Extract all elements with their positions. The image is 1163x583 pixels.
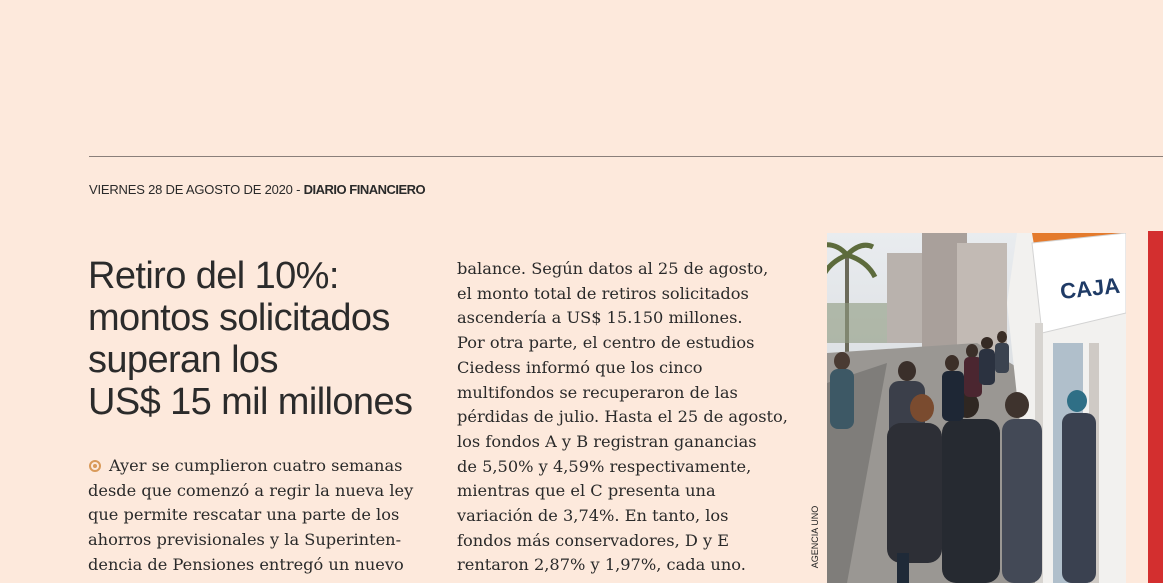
body-line: Por otra parte, el centro de estudios	[457, 333, 755, 353]
body-line: ahorros previsionales y la Superinten-	[88, 530, 402, 550]
body-line: ascendería a US$ 15.150 millones.	[457, 308, 743, 328]
photo-credit-text: AGENCIA UNO	[810, 505, 820, 569]
body-line: multifondos se recuperaron de las	[457, 382, 738, 402]
body-line: el monto total de retiros solicitados	[457, 283, 749, 303]
headline-line: montos solicitados	[88, 297, 390, 339]
body-line: los fondos A y B registran ganancias	[457, 431, 757, 451]
body-line: que permite rescatar una parte de los	[88, 505, 400, 525]
dateline	[89, 182, 425, 197]
section-color-bar	[1148, 231, 1163, 583]
body-line: balance. Según datos al 25 de agosto,	[457, 259, 769, 278]
body-line: rentaron 2,87% y 1,97%, cada uno.	[457, 555, 746, 575]
body-line: desde que comenzó a regir la nueva ley	[88, 480, 414, 500]
news-photo	[827, 233, 1126, 583]
headline-line: Retiro del 10%:	[88, 255, 339, 297]
body-line: Ayer se cumplieron cuatro semanas	[109, 456, 403, 475]
body-line: variación de 3,74%. En tanto, los	[457, 506, 729, 526]
body-line: dencia de Pensiones entregó un nuevo	[88, 554, 404, 574]
issue-date: VIERNES 28 DE AGOSTO DE 2020 -	[89, 182, 304, 197]
publication-name: DIARIO FINANCIERO	[303, 182, 426, 197]
header-divider	[89, 156, 1163, 157]
body-line: fondos más conservadores, D y E	[457, 530, 730, 550]
article-column-2	[457, 257, 788, 578]
headline-line: US$ 15 mil millones	[88, 381, 413, 423]
article-column-1	[88, 454, 413, 578]
photo-credit	[808, 500, 822, 574]
article-headline	[88, 255, 438, 423]
body-line: de 5,50% y 4,59% respectivamente,	[457, 456, 752, 476]
body-line: mientras que el C presenta una	[457, 481, 716, 501]
store-sign-text: CAJA	[1058, 272, 1122, 304]
bullet-icon	[89, 460, 101, 472]
queue-photo-illustration	[827, 233, 1126, 583]
body-line: pérdidas de julio. Hasta el 25 de agosto,	[457, 407, 788, 427]
headline-line: superan los	[88, 339, 278, 381]
body-line: Ciedess informó que los cinco	[457, 357, 703, 377]
